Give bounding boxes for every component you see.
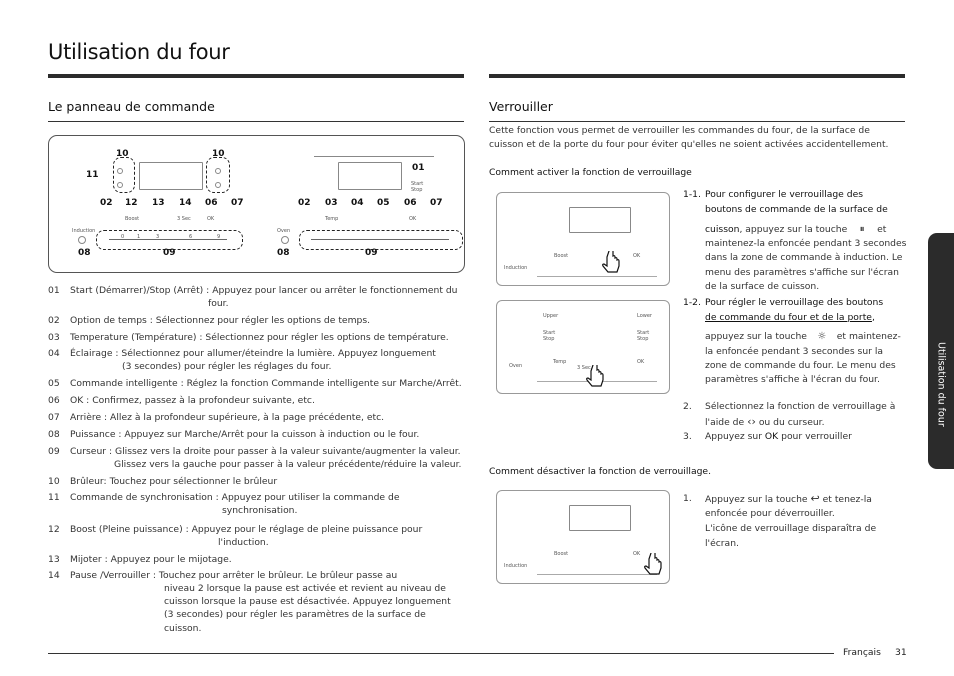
mini-upper-label: Upper — [543, 313, 559, 319]
burner-dot-left — [117, 168, 123, 174]
oven-power-icon — [281, 236, 289, 244]
mini-lower-label: Lower — [637, 313, 652, 319]
mini-stop-label-2: Stop — [637, 336, 649, 342]
mini-start-label-2: Start — [637, 330, 650, 336]
badge-04: 04 — [351, 198, 364, 208]
burner-zone-left — [113, 157, 135, 193]
badge-11: 11 — [86, 170, 99, 180]
badge-05: 05 — [377, 198, 390, 208]
footer-language: Français — [843, 647, 881, 658]
back-arrow-icon: ↩ — [810, 492, 820, 505]
lock-panel-induction — [496, 192, 670, 286]
lock-heading: Verrouiller — [489, 99, 553, 114]
step-deactivate-1: 1. Appuyez sur la touche ↩ et tenez-la enfoncée pour déverrouiller. L'icône de verrouillage disparaîtra de l'écran. — [683, 492, 877, 549]
pointing-hand-icon — [643, 553, 665, 579]
oven-display — [338, 162, 402, 190]
mini-lock-label: 3 Sec — [577, 365, 591, 371]
pointing-hand-icon — [585, 365, 607, 391]
lock-label: 3 Sec — [177, 216, 191, 222]
stop-label: Stop — [411, 187, 423, 193]
burner-dot-right-2 — [215, 182, 221, 188]
ok-label: OK — [207, 216, 215, 222]
badge-09-right: 09 — [365, 248, 378, 258]
badge-08-right: 08 — [277, 248, 290, 258]
badge-10-left: 10 — [116, 149, 129, 159]
badge-12: 12 — [125, 198, 138, 208]
badge-14: 14 — [179, 198, 192, 208]
badge-03: 03 — [325, 198, 338, 208]
scale-3: 3 — [156, 234, 160, 240]
induction-slider-track — [109, 239, 227, 240]
induction-power-icon — [78, 236, 86, 244]
mini-induction-label: Induction — [504, 265, 528, 271]
light-bulb-icon: ☼ — [817, 331, 827, 342]
induction-label: Induction — [72, 228, 96, 234]
lock-intro: Cette fonction vous permet de verrouiller les commandes du four, de la surface de cuisson et de la porte du four pour éviter qu'elles ne soient activées accidentellement. — [489, 125, 889, 150]
boost-label: Boost — [125, 216, 140, 222]
mini-stop-label: Stop — [543, 336, 555, 342]
step-1-2: 1-2. Pour régler le verrouillage des boutons de commande du four et de la porte, appuyez sur la touche ☼ et maintenez- la enfoncée pendant 3 secondes sur la zone de commande du four. Le menu des paramètres s'affiche à l'écran du four. — [683, 297, 901, 385]
scale-9: 9 — [217, 234, 221, 240]
chevron-left-right-icon: ‹› — [747, 415, 756, 428]
mini-start-label: Start — [543, 330, 556, 336]
left-column-rule — [48, 74, 464, 78]
page-title: Utilisation du four — [48, 40, 230, 64]
activate-heading: Comment activer la fonction de verrouillage — [489, 167, 692, 178]
burner-dot-left-2 — [117, 182, 123, 188]
oven-ok-label: OK — [409, 216, 417, 222]
badge-10-right: 10 — [212, 149, 225, 159]
scale-1: 1 — [137, 234, 141, 240]
mini-slider-track — [537, 276, 657, 277]
burner-dot-right — [215, 168, 221, 174]
footer-rule — [48, 653, 834, 654]
control-panel-heading: Le panneau de commande — [48, 99, 215, 114]
start-label: Start — [411, 181, 424, 187]
control-panel-heading-rule — [48, 121, 464, 122]
induction-slider-zone — [96, 230, 243, 250]
badge-01: 01 — [412, 163, 425, 173]
scale-6: 6 — [189, 234, 193, 240]
badge-08-left: 08 — [78, 248, 91, 258]
badge-13: 13 — [152, 198, 165, 208]
right-column-rule — [489, 74, 905, 78]
mini-ok-label-2: OK — [637, 359, 645, 365]
badge-07-right: 07 — [430, 198, 443, 208]
mini-display — [569, 207, 631, 233]
mini-boost-label-3: Boost — [554, 551, 569, 557]
step-1-1: 1-1. Pour configurer le verrouillage des boutons de commande de la surface de cuisson, appuyez sur la touche ⏸ et maintenez-la enfoncée pendant 3 secondes dans la zone de commande à induction. Le menu des paramètres s'affiche sur l'écran de la surface de cuisson. — [683, 189, 907, 292]
control-panel-legend: 01 Start (Démarrer)/Stop (Arrêt) : Appuyez pour lancer ou arrêter le fonctionnement du four. 02 Option de temps : Sélectionnez pour régler les options de temps. 03 Temperature (Température) : Sélectionnez pour régler les options de température. 04 Éclairage : Sélectionnez pour allumer/éteindre la lumière. Appuyez longuement (3 secondes) pour régler les réglages du four. 05 Commande intelligente : Réglez la fonction Commande intelligente sur Marche/Arrêt. 06 OK : Confirmez, passez à la profondeur suivante, etc. 07 Arrière : Allez à la profondeur supérieure, à la page précédente, etc. 08 Puissance : Appuyez sur Marche/Arrêt pour la cuisson à induction ou le four. 09 Curseur : Glissez vers la droite pour passer à la valeur suivante/augmenter la valeur. Glissez vers la gauche pour passer à la valeur précédente/réduire la valeur. 10 Brûleur: Touchez pour sélectionner le brûleur 11 Commande de synchronisation : Appuyez pour utiliser la commande de synchronisation. 12 Boost (Pleine puissance) : Appuyez pour le réglage de pleine puissance pour l'induction. 13 Mijoter : Appuyez pour le mijotage. 14 Pause /Verrouiller : Touchez pour arrêter le brûleur. Le brûleur passe au niveau 2 lorsque la pause est activée et revient au niveau de cuisson lorsque la pause est désactivée. Appuyez longuement (3 secondes) pour régler les paramètres de la surface de cuisson. — [48, 285, 462, 634]
badge-06-left: 06 — [205, 198, 218, 208]
lock-panel-oven — [496, 300, 670, 394]
induction-display — [139, 162, 203, 190]
control-panel-diagram — [48, 135, 465, 273]
badge-07-left: 07 — [231, 198, 244, 208]
badge-02-left: 02 — [100, 198, 113, 208]
badge-02-right: 02 — [298, 198, 311, 208]
unlock-panel — [496, 490, 670, 584]
footer-page-number: 31 — [895, 647, 907, 658]
pause-lock-icon: ⏸ — [859, 224, 865, 235]
pointing-hand-icon — [601, 251, 623, 277]
mini-ok-label: OK — [633, 253, 641, 259]
temp-label: Temp — [325, 216, 339, 222]
mini-boost-label: Boost — [554, 253, 569, 259]
oven-slider-track — [311, 239, 449, 240]
lock-heading-rule — [489, 121, 905, 122]
mini-ok-label-3: OK — [633, 551, 641, 557]
mini-oven-label: Oven — [509, 363, 523, 369]
step-2-3: 2. Sélectionnez la fonction de verrouillage à l'aide de ‹› ou du curseur. 3. Appuyez sur OK pour verrouiller — [683, 401, 896, 442]
oven-display-line — [314, 156, 434, 157]
mini-slider-track-3 — [537, 574, 657, 575]
deactivate-heading: Comment désactiver la fonction de verrouillage. — [489, 466, 712, 477]
badge-06-right: 06 — [404, 198, 417, 208]
mini-display-3 — [569, 505, 631, 531]
mini-temp-label: Temp — [553, 359, 567, 365]
badge-09-left: 09 — [163, 248, 176, 258]
oven-slider-zone — [299, 230, 463, 250]
mini-induction-label-3: Induction — [504, 563, 528, 569]
section-side-tab: Utilisation du four — [928, 233, 954, 469]
scale-0: 0 — [121, 234, 125, 240]
oven-label: Oven — [277, 228, 291, 234]
